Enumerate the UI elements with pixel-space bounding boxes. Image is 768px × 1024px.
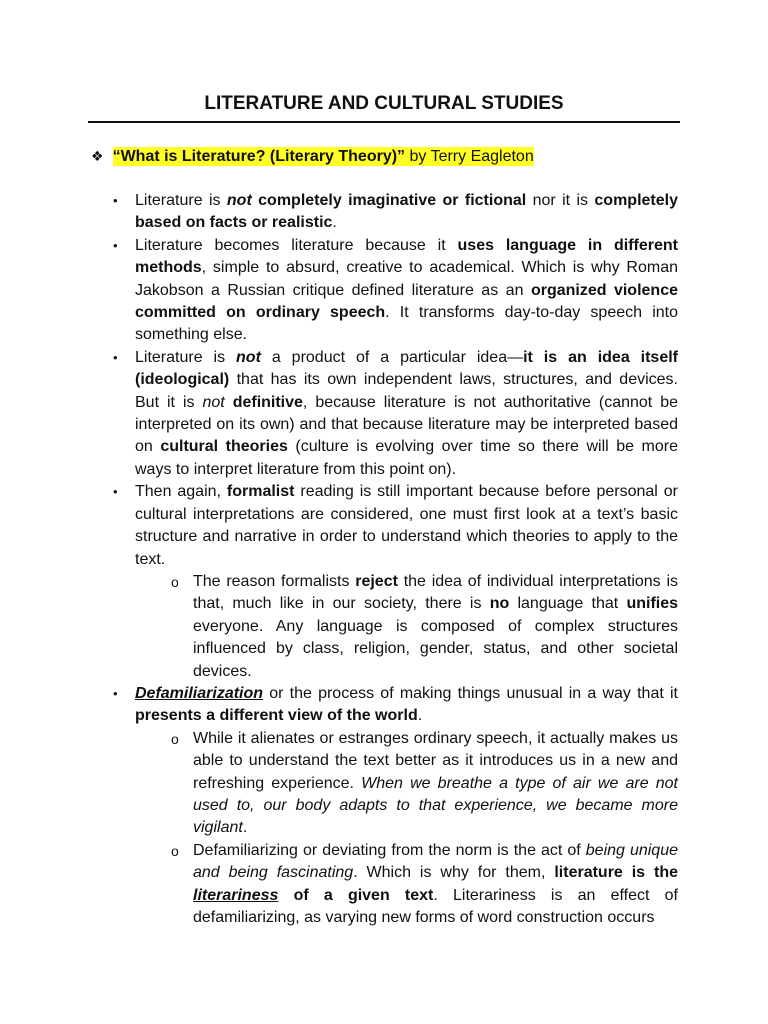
list-item: • Defamiliarization or the process of making things unusual in a way that it presents a different view of the world. [113,684,678,725]
bullet-icon: • [113,237,118,253]
circle-bullet-icon: o [171,842,179,859]
highlighted-heading [113,147,534,166]
list-item: • Literature is not completely imaginative or fictional nor it is completely based on facts or realistic. [113,192,678,232]
list-item: • Literature is not a product of a particular idea—it is an idea itself (ideological) that has its own independent laws, structures, and devices. But it is not definitive, because literature is not authoritative (cannot be interpreted on its own) and that because literature may be interpreted based on cultural theories (culture is evolving over time so there will be more ways to interpret literature from this point on). [113,348,678,478]
sub-list-item: o The reason formalists reject the idea of individual interpretations is that, much like in our society, there is no language that unifies everyone. Any language is composed of complex structures influenced by class, religion, gender, status, and other societal devices. [171,572,679,680]
page-title: LITERATURE AND CULTURAL STUDIES [204,93,564,114]
work-title: “What is Literature? (Literary Theory)” [112,148,406,165]
bullet-icon: • [113,484,118,500]
section-heading [91,145,534,168]
bullet-icon: • [113,349,118,365]
diamond-bullet-icon: ❖ [91,148,104,164]
list-item: • Then again, formalist reading is still important because before personal or cultural interpretations are considered, one must first look at a text’s basic structure and narrative in order to understand which theories to apply to the text. [113,483,679,568]
list-item: • Literature becomes literature because it uses language in different methods, simple to absurd, creative to academical. Which is why Roman Jakobson a Russian critique defined literature as an organized violence committed on ordinary speech. It transforms day-to-day speech into something else. [113,236,678,344]
circle-bullet-icon: o [171,573,179,590]
title-underline [88,121,680,123]
sub-list-item: o While it alienates or estranges ordinary speech, it actually makes us able to understand the text better as it introduces us in a new and refreshing experience. When we breathe a type of air we are not used to, our body adapts to that experience, we became more vigilant. [171,729,679,837]
circle-bullet-icon: o [171,730,179,747]
notes-list [0,190,768,929]
sub-list-item: o Defamiliarizing or deviating from the norm is the act of being unique and being fascinating. Which is why for them, literature is the literariness of a given text. Literariness is an effect of defamiliarizing, as varying new forms of word construction occurs [171,841,679,926]
byline: by Terry Eagleton [405,148,534,165]
bullet-icon: • [113,685,118,701]
bullet-icon: • [113,193,118,208]
